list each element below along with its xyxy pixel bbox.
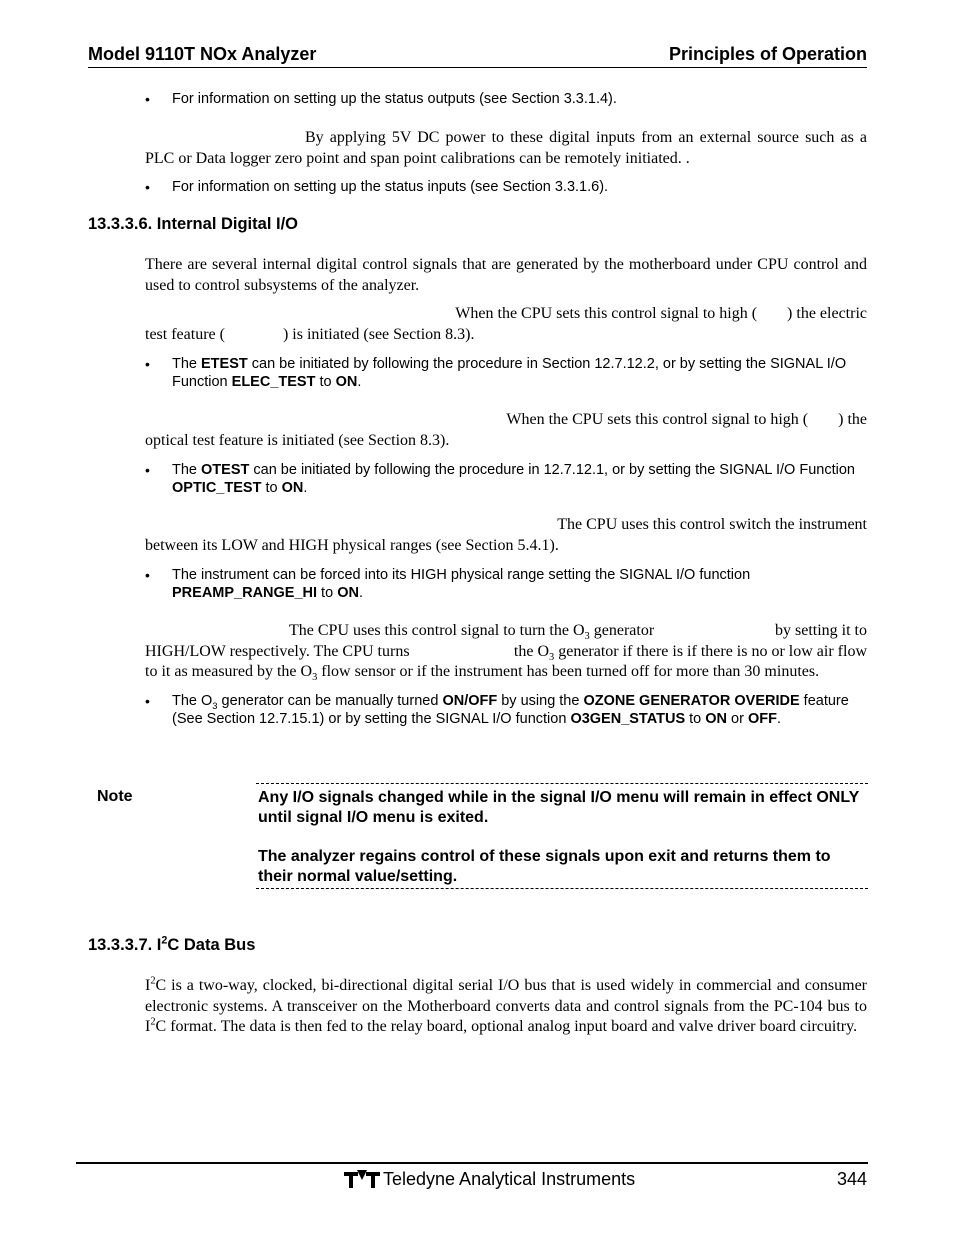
teledyne-logo-icon — [344, 1170, 380, 1195]
heading-i2c-data-bus: 13.3.3.7. $I^2C$ Data Bus — [88, 934, 256, 954]
bullet-etest: • The ETEST can be initiated by following the procedure in Section 12.7.12.2, or by setting the SIGNAL I/O Function ELEC_TEST to ON. — [172, 355, 862, 391]
header-rule — [88, 67, 867, 68]
note-bottom-divider — [256, 888, 868, 889]
para-o3-generator: The CPU uses this control signal to turn the $O_3$ generator by setting it to HIGH/LOW respectively. The CPU turns the $O_3$ generator if there is if there is no or low air flow to it as measured by the $O_3$ flow sensor or if the instrument has been turned off for more than 30 minutes. — [145, 622, 867, 684]
para-i2c: $I^2C$ is a two-way, clocked, bi-directional digital serial I/O bus that is used widely in commercial and consumer electronic systems. A transceiver on the Motherboard converts data and control signals from the PC-104 bus to $I^2C$ format. The data is then fed to the relay board, optional analog input board and valve driver board circuitry. — [145, 975, 867, 1035]
bullet-status-outputs: • For information on setting up the status outputs (see Section 3.3.1.4). — [172, 90, 862, 108]
bullet-otest: • The OTEST can be initiated by following the procedure in 12.7.12.1, or by setting the SIGNAL I/O Function OPTIC_TEST to ON. — [172, 461, 862, 497]
bullet-status-inputs: • For information on setting up the status inputs (see Section 3.3.1.6). — [172, 178, 862, 196]
bullet-preamp-range: • The instrument can be forced into its HIGH physical range setting the SIGNAL I/O function PREAMP_RANGE_HI to ON. — [172, 566, 862, 602]
note-text-1: Any I/O signals changed while in the signal I/O menu will remain in effect ONLY until signal I/O menu is exited. — [258, 789, 860, 826]
para-internal-intro: There are several internal digital control signals that are generated by the motherboard under CPU control and used to control subsystems of the analyzer. — [145, 256, 867, 294]
footer-rule — [76, 1162, 868, 1164]
note-top-divider — [256, 783, 868, 784]
footer-page-number: 344 — [836, 1169, 867, 1189]
header-model-title: Model 9110T NOx Analyzer — [88, 44, 317, 64]
header-section-title: Principles of Operation — [668, 44, 867, 64]
note-label: Note — [97, 788, 133, 805]
para-preamp-range: The CPU uses this control switch the instrument between its LOW and HIGH physical ranges (see Section 5.4.1). — [145, 516, 867, 554]
para-etest: When the CPU sets this control signal to high ( ) the electric test feature ( ) is initiated (see Section 8.3). — [145, 305, 867, 343]
para-otest: When the CPU sets this control signal to high ( ) the optical test feature is initiated (see Section 8.3). — [145, 411, 867, 449]
bullet-o3-generator: • The $O_3$ generator can be manually turned ON/OFF by using the OZONE GENERATOR OVERIDE feature (See Section 12.7.15.1) or by setting the SIGNAL I/O function O3GEN_STATUS to ON or OFF. — [172, 692, 862, 728]
note-text-2: The analyzer regains control of these signals upon exit and returns them to their normal value/setting. — [258, 848, 831, 885]
para-digital-inputs: By applying 5V DC power to these digital inputs from an external source such as a PLC or Data logger zero point and span point calibrations can be remotely initiated. . — [145, 129, 867, 167]
heading-internal-digital-io: 13.3.3.6. Internal Digital I/O — [88, 215, 298, 233]
footer-company: Teledyne Analytical Instruments — [383, 1169, 636, 1189]
